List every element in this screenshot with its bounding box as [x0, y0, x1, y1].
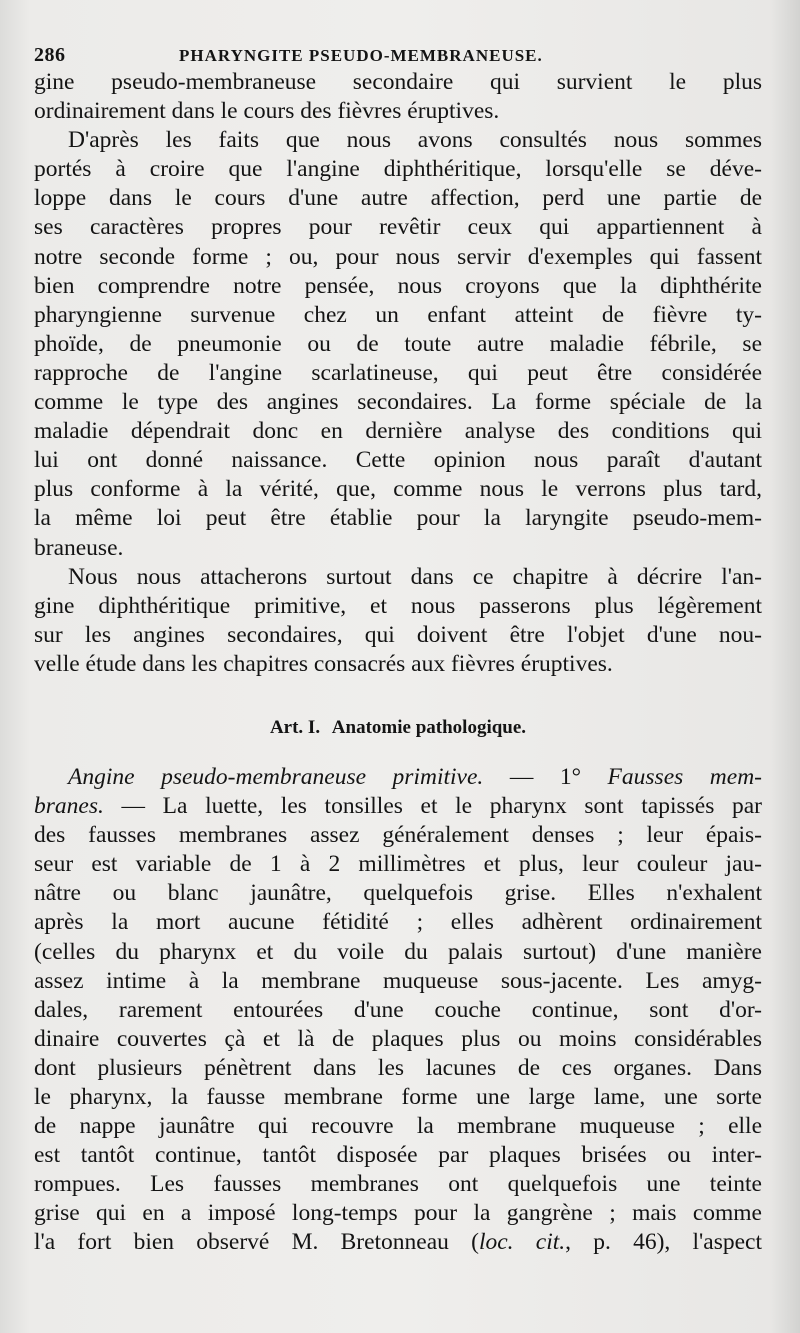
text-line: grise qui en a imposé long-temps pour la gangrène ; mais comme: [34, 1200, 762, 1227]
text-line: pharyngienne survenue chez un enfant atteint de fièvre ty-: [34, 301, 762, 328]
text-line: [34, 1228, 762, 1257]
text-line: après la mort aucune fétidité ; elles adhèrent ordinairement: [34, 909, 762, 936]
section-label: Art. I.: [269, 716, 321, 738]
body-text: [34, 68, 762, 1258]
text-line: rapproche de l'angine scarlatineuse, qui peut être considérée: [34, 359, 762, 386]
text-line: notre seconde forme ; ou, pour nous servir d'exemples qui fassent: [34, 243, 762, 270]
text-line: seur est variable de 1 à 2 millimètres et plus, leur couleur jau-: [34, 851, 762, 878]
text-line: est tantôt continue, tantôt disposée par plaques brisées ou inter-: [34, 1142, 762, 1169]
text-line: gine diphthéritique primitive, et nous passerons plus légèrement: [34, 592, 762, 619]
text-line: gine pseudo-membraneuse secondaire qui survient le plus: [34, 69, 762, 95]
text-line: dinaire couvertes çà et là de plaques plus ou moins considérables: [34, 1025, 762, 1052]
text-line: rompues. Les fausses membranes ont quelquefois une teinte: [34, 1171, 762, 1198]
page-number: 286: [34, 44, 66, 66]
running-title: PHARYNGITE PSEUDO-MEMBRANEUSE.: [179, 46, 543, 65]
subsection-title: Angine pseudo-membraneuse primitive.: [68, 763, 484, 790]
text-line: la même loi peut être établie pour la laryngite pseudo-mem-: [34, 505, 762, 532]
text-fragment: l'a fort bien observé M. Bretonneau (: [34, 1229, 479, 1256]
text-line: D'après les faits que nous avons consultés nous sommes: [68, 127, 762, 154]
text-fragment: — 1°: [483, 763, 581, 790]
text-line: (celles du pharynx et du voile du palais surtout) d'une manière: [34, 938, 762, 965]
text-fragment: — La luette, les tonsilles et le pharynx sont tapissés par: [103, 793, 762, 820]
page-header: [34, 38, 762, 68]
subsection-subtitle: Fausses mem-: [607, 763, 762, 790]
text-line: ordinairement dans le cours des fièvres éruptives.: [34, 98, 500, 125]
text-line: dales, rarement entourées d'une couche continue, sont d'or-: [34, 996, 762, 1023]
text-line: lui ont donné naissance. Cette opinion nous paraît d'autant: [34, 447, 762, 474]
text-line: phoïde, de pneumonie ou de toute autre maladie fébrile, se: [34, 330, 762, 357]
paragraph-continuation: [34, 68, 762, 126]
text-line: de nappe jaunâtre qui recouvre la membrane muqueuse ; elle: [34, 1113, 762, 1140]
paragraph: [34, 126, 762, 562]
text-line: Nous nous attacherons surtout dans ce chapitre à décrire l'an-: [68, 563, 762, 590]
text-line: [34, 763, 762, 792]
section-heading: [34, 713, 762, 743]
text-line: portés à croire que l'angine diphthéritique, lorsqu'elle se déve-: [34, 156, 762, 183]
text-line: le pharynx, la fausse membrane forme une large lame, une sorte: [34, 1084, 762, 1110]
paragraph: [34, 763, 762, 1258]
paragraph: [34, 563, 762, 679]
text-line: bien comprendre notre pensée, nous croyons que la diphthérite: [34, 272, 762, 299]
text-line: plus conforme à la vérité, que, comme nous le verrons plus tard,: [34, 476, 762, 503]
text-line: des fausses membranes assez généralement denses ; leur épais-: [34, 822, 762, 849]
text-line: ses caractères propres pour revêtir ceux qui appartiennent à: [34, 214, 762, 241]
text-line: nâtre ou blanc jaunâtre, quelquefois grise. Elles n'exhalent: [34, 880, 762, 907]
section-title: Anatomie pathologique.: [331, 716, 527, 738]
text-line: [34, 792, 762, 821]
text-line: dont plusieurs pénètrent dans les lacunes de ces organes. Dans: [34, 1054, 762, 1081]
text-line: maladie dépendrait donc en dernière analyse des conditions qui: [34, 418, 762, 445]
text-line: velle étude dans les chapitres consacrés aux fièvres éruptives.: [34, 650, 613, 677]
text-fragment: , p. 46), l'aspect: [565, 1229, 762, 1256]
text-line: comme le type des angines secondaires. La forme spéciale de la: [34, 389, 762, 416]
text-line: sur les angines secondaires, qui doivent être l'objet d'une nou-: [34, 621, 762, 648]
citation-italic: loc. cit.: [478, 1229, 566, 1256]
subsection-subtitle-end: branes.: [34, 793, 104, 820]
text-line: assez intime à la membrane muqueuse sous-jacente. Les amyg-: [34, 967, 762, 994]
text-line: braneuse.: [34, 534, 124, 561]
text-line: loppe dans le cours d'une autre affection, perd une partie de: [34, 185, 762, 212]
